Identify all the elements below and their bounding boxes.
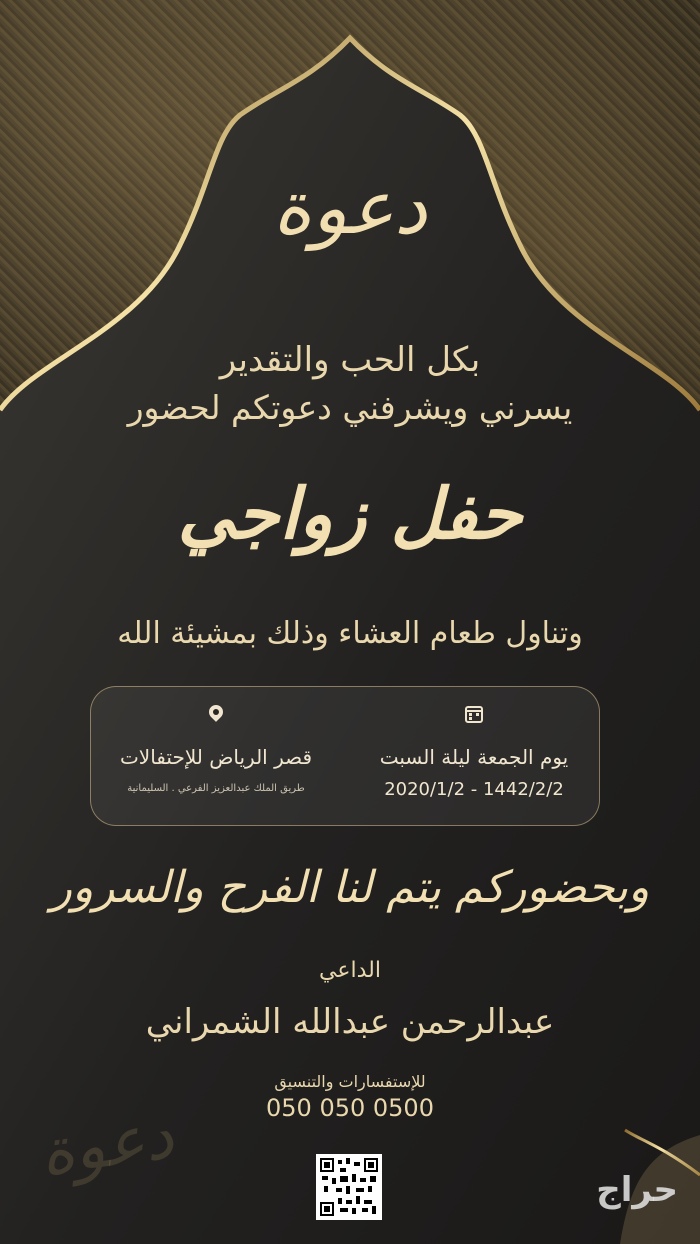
event-headline: حفل زواجي — [177, 472, 523, 555]
haraj-logo: حراج — [596, 1170, 678, 1210]
date-label: يوم الجمعة ليلة السبت — [379, 745, 569, 769]
event-info-box — [90, 686, 600, 826]
venue-name: قصر الرياض للإحتفالات — [119, 745, 313, 769]
invitation-title: دعوة — [272, 165, 428, 251]
invitation-line: يسرني ويشرفني دعوتكم لحضور — [127, 388, 573, 427]
greeting-line: بكل الحب والتقدير — [219, 340, 481, 380]
venue-section — [91, 687, 341, 825]
date-value: 2020/1/2 - 1442/2/2 — [384, 779, 564, 800]
qr-code[interactable] — [316, 1154, 382, 1220]
host-label: الداعي — [319, 958, 381, 983]
closing-calligraphy: وبحضوركم يتم لنا الفرح والسرور — [50, 862, 650, 913]
date-section — [349, 687, 599, 825]
dinner-line: وتناول طعام العشاء وذلك بمشيئة الله — [117, 616, 583, 651]
venue-address: طريق الملك عبدالعزيز الفرعي . السليمانية — [127, 783, 305, 794]
inquiries-label: للإستفسارات والتنسيق — [274, 1072, 426, 1091]
phone-number: 050 050 0500 — [266, 1094, 434, 1122]
host-name: عبدالرحمن عبدالله الشمراني — [145, 1002, 555, 1042]
location-pin-icon — [206, 702, 226, 722]
watermark-calligraphy: دعوة — [35, 1099, 178, 1191]
calendar-icon — [463, 703, 485, 725]
